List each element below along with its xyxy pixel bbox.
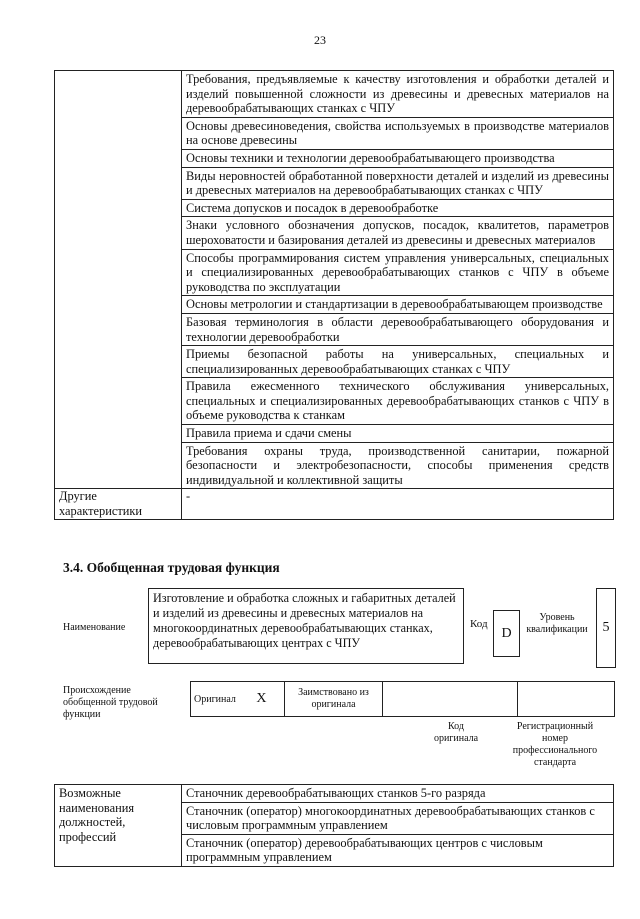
professions-label: Возможные наименования должностей, профессий bbox=[55, 785, 182, 867]
profession-item: Станочник (оператор) многокоординатных деревообрабатывающих станков с числовым программным управлением bbox=[182, 803, 613, 835]
knowledge-item: Правила приема и сдачи смены bbox=[182, 425, 614, 443]
origin-table bbox=[190, 681, 615, 717]
knowledge-item: Основы техники и технологии деревообрабатывающего производства bbox=[182, 149, 614, 167]
table-row bbox=[55, 785, 614, 867]
knowledge-item: Способы программирования систем управления универсальных, специальных и специализированных деревообрабатывающих станков с ЧПУ в объеме руководства по эксплуатации bbox=[182, 249, 614, 296]
knowledge-label-cell bbox=[55, 71, 182, 489]
registration-number-cell bbox=[518, 682, 615, 717]
knowledge-item: Базовая терминология в области деревообрабатывающего оборудования и технологии деревообработки bbox=[182, 313, 614, 345]
original-cell bbox=[191, 682, 285, 717]
section-heading: 3.4. Обобщенная трудовая функция bbox=[63, 560, 280, 575]
knowledge-item: Основы метрологии и стандартизации в деревообрабатывающем производстве bbox=[182, 296, 614, 314]
knowledge-item: Система допусков и посадок в деревообработке bbox=[182, 199, 614, 217]
knowledge-item: Требования охраны труда, производственной санитарии, пожарной безопасности и электробезопасности, способы применения средств индивидуальной и коллективной защиты bbox=[182, 442, 614, 489]
professions-table bbox=[54, 784, 614, 867]
page-number: 23 bbox=[314, 33, 326, 47]
borrowed-label: Заимствовано из оригинала bbox=[298, 687, 369, 710]
kod-value-box: D bbox=[493, 610, 520, 657]
knowledge-item: Виды неровностей обработанной поверхности деталей и изделий из древесины и древесных материалов на деревообрабатывающих станках с ЧПУ bbox=[182, 167, 614, 199]
knowledge-item: Знаки условного обозначения допусков, посадок, квалитетов, параметров шероховатости и базирования деталей из древесины и древесных материалов bbox=[182, 217, 614, 249]
original-label: Оригинал bbox=[194, 694, 236, 705]
other-characteristics-label: Другие характеристики bbox=[55, 489, 182, 519]
name-label: Наименование bbox=[63, 622, 126, 633]
knowledge-item: Правила ежесменного технического обслуживания универсальных, специальных и специализированных деревообрабатывающих станков с ЧПУ в объеме руководства к станкам bbox=[182, 378, 614, 425]
professions-list bbox=[182, 785, 614, 867]
origin-label: Происхождение обобщенной трудовой функции bbox=[63, 685, 158, 720]
knowledge-item: Требования, предъявляемые к качеству изготовления и обработки деталей и изделий повышенной сложности из древесины и древесных материалов на деревообрабатывающих станках с ЧПУ bbox=[182, 71, 614, 118]
table-row bbox=[55, 71, 614, 118]
original-code-label: Код оригинала bbox=[433, 721, 479, 744]
table-row bbox=[55, 489, 614, 519]
knowledge-table bbox=[54, 70, 614, 520]
knowledge-item: Приемы безопасной работы на универсальных, специальных и специализированных деревообрабатывающих станках с ЧПУ bbox=[182, 346, 614, 378]
registration-number-label: Регистрационный номер профессионального стандарта bbox=[512, 721, 598, 768]
function-name-box: Изготовление и обработка сложных и габаритных деталей и изделий из древесины и древесных материалов на многокоординатных деревообрабатывающих станках, деревообрабатывающих центрах с ЧПУ bbox=[148, 588, 464, 664]
qualification-level-label: Уровень квалификации bbox=[526, 612, 588, 635]
profession-item: Станочник деревообрабатывающих станков 5-го разряда bbox=[182, 785, 613, 803]
kod-label: Код bbox=[470, 618, 488, 630]
original-mark: X bbox=[256, 691, 267, 706]
knowledge-item: Основы древесиноведения, свойства используемых в производстве материалов на основе древесины bbox=[182, 117, 614, 149]
original-code-cell bbox=[383, 682, 518, 717]
profession-item: Станочник (оператор) деревообрабатывающих центров с числовым программным управлением bbox=[186, 835, 543, 865]
other-characteristics-value: - bbox=[182, 489, 614, 519]
qualification-level-box: 5 bbox=[596, 588, 616, 668]
borrowed-cell bbox=[285, 682, 383, 717]
